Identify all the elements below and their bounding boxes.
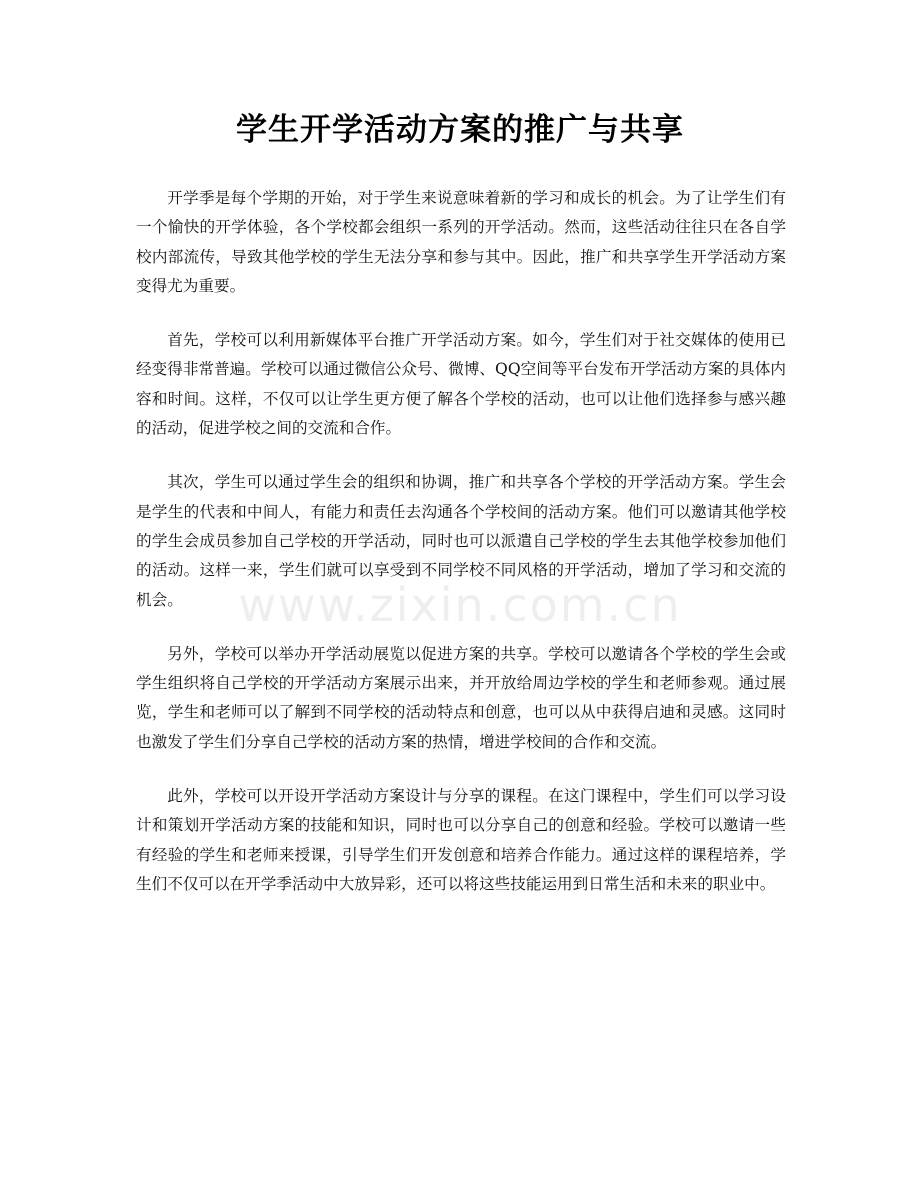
paragraph-1: 开学季是每个学期的开始，对于学生来说意味着新的学习和成长的机会。为了让学生们有一个愉快的开学体验，各个学校都会组织一系列的开学活动。然而，这些活动往往只在各自学校内部流传，导致其他学校的学生无法分享和参与其中。因此，推广和共享学生开学活动方案变得尤为重要。: [136, 189, 786, 295]
paragraph-5: 此外，学校可以开设开学活动方案设计与分享的课程。在这门课程中，学生们可以学习设计和策划开学活动方案的技能和知识，同时也可以分享自己的创意和经验。学校可以邀请一些有经验的学生和老师来授课，引导学生们开发创意和培养合作能力。通过这样的课程培养，学生们不仅可以在开学季活动中大放异彩，还可以将这些技能运用到日常生活和未来的职业中。: [136, 787, 786, 893]
watermark: www.zixin.com.cn: [238, 578, 682, 632]
document-body: [136, 184, 786, 924]
paragraph-4: 另外，学校可以举办开学活动展览以促进方案的共享。学校可以邀请各个学校的学生会或学生组织将自己学校的开学活动方案展示出来，并开放给周边学校的学生和老师参观。通过展览，学生和老师可以了解到不同学校的活动特点和创意，也可以从中获得启迪和灵感。这同时也激发了学生们分享自己学校的活动方案的热情，增进学校间的合作和交流。: [136, 644, 786, 751]
paragraph-2: 首先，学校可以利用新媒体平台推广开学活动方案。如今，学生们对于社交媒体的使用已经变得非常普遍。学校可以通过微信公众号、微博、QQ空间等平台发布开学活动方案的具体内容和时间。这样，不仅可以让学生更方便了解各个学校的活动，也可以让他们选择参与感兴趣的活动，促进学校之间的交流和合作。: [136, 331, 786, 438]
paragraph-3: 其次，学生可以通过学生会的组织和协调，推广和共享各个学校的开学活动方案。学生会是学生的代表和中间人，有能力和责任去沟通各个学校间的活动方案。他们可以邀请其他学校的学生会成员参加自己学校的开学活动，同时也可以派遣自己学校的学生去其他学校参加他们的活动。这样一来，学生们就可以享受到不同学校不同风格的开学活动，增加了学习和交流的机会。: [136, 473, 786, 609]
document-title: 学生开学活动方案的推广与共享: [236, 112, 684, 148]
